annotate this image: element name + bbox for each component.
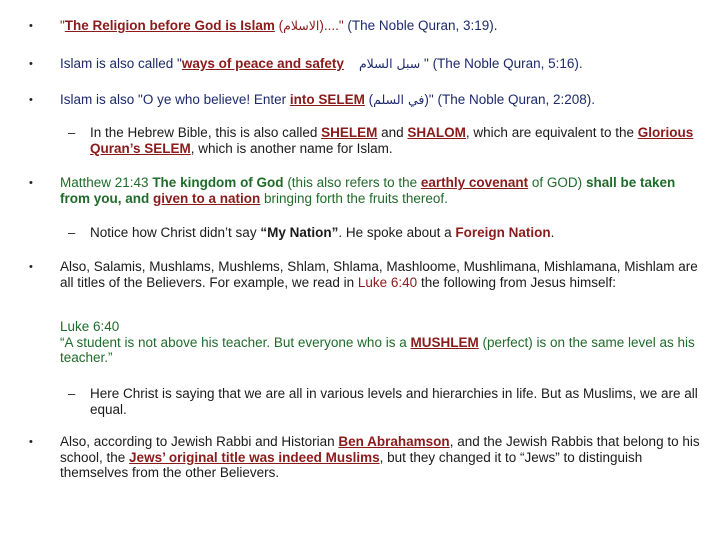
- text: “A student is not above his teacher. But everyone who is a: [60, 334, 411, 350]
- emphasis: shall be taken from you, and: [60, 175, 676, 206]
- quran-reference: (The Noble Quran, 2:208).: [433, 92, 596, 107]
- term-shelem: SHELEM: [321, 125, 378, 140]
- bullet-marker: •: [29, 20, 33, 32]
- term-earthly-covenant: earthly covenant: [420, 175, 529, 190]
- text: Notice how Christ didn’t say: [90, 225, 261, 240]
- quote-mark: ": [60, 18, 65, 33]
- text: Also, according to Jewish Rabbi and Historian: [60, 434, 339, 449]
- term-foreign-nation: Foreign Nation: [455, 225, 551, 240]
- text: of GOD): [528, 175, 586, 190]
- emphasis: The kingdom of God: [152, 175, 284, 190]
- paren: )": [424, 92, 434, 107]
- quran-phrase: ways of peace and safety: [181, 56, 344, 71]
- quran-reference: (The Noble Quran, 3:19).: [343, 18, 498, 33]
- term-jews-original-title: Jews’ original title was indeed Muslims: [129, 449, 380, 465]
- text: Also, Salamis, Mushlams, Mushlems, Shlam, Shlama, Mashloome, Mushlimana, Mishlamana, Mishlam are all titles of the Believers. For example, we read in: [60, 259, 698, 290]
- bullet-religion-before-god: [60, 18, 700, 34]
- text: , and the Jewish Rabbis that belong to his school, the: [60, 434, 700, 465]
- luke-quote: [60, 319, 700, 366]
- bible-reference: Matthew 21:43: [60, 175, 153, 190]
- text: , but they changed it to “Jews” to distinguish themselves from the other Believers.: [60, 449, 643, 480]
- text: .: [550, 225, 555, 240]
- text: bringing forth the fruits thereof.: [260, 190, 448, 206]
- bullet-marker: •: [29, 177, 33, 189]
- text: (perfect) is on the same level as his teacher.”: [60, 334, 695, 365]
- term-mushlem: MUSHLEM: [410, 334, 479, 350]
- subbullet-foreign-nation: [90, 225, 702, 241]
- bullet-ben-abrahamson: [60, 434, 704, 481]
- arabic-text: الاسلام: [283, 18, 320, 33]
- text: the following from Jesus himself:: [417, 274, 617, 290]
- quote-body: [60, 335, 700, 366]
- term-shalom: SHALOM: [407, 125, 466, 140]
- term-glorious-quran: Glorious Quran’s SELEM: [90, 125, 694, 156]
- arabic-text: في السلم: [373, 92, 425, 107]
- paren: (: [364, 92, 374, 107]
- subbullet-hebrew-bible: [90, 125, 702, 156]
- term-my-nation: “My Nation”: [260, 225, 339, 240]
- subbullet-all-equal: Here Christ is saying that we are all in various levels and hierarchies in life. But as Muslims, we are all equal.: [90, 386, 698, 417]
- text: . He spoke about a: [338, 225, 456, 240]
- quote-mark: ": [420, 56, 429, 71]
- term-given-to-nation: given to a nation: [153, 190, 261, 206]
- text: and: [377, 125, 408, 140]
- text: Islam is also "O ye who believe! Enter: [60, 92, 290, 107]
- text: , which are equivalent to the: [465, 125, 638, 140]
- name-ben-abrahamson: Ben Abrahamson: [338, 434, 450, 449]
- bullet-marker: •: [29, 436, 33, 448]
- paren: (: [274, 18, 284, 33]
- bullet-ways-of-peace: [60, 56, 700, 72]
- bible-reference: Luke 6:40: [357, 274, 418, 290]
- arabic-text: سبل السلام: [358, 56, 421, 71]
- quran-phrase: The Religion before God is Islam: [64, 18, 275, 33]
- bullet-enter-selem: [60, 92, 700, 108]
- quran-phrase: into SELEM: [289, 92, 365, 107]
- text: In the Hebrew Bible, this is also called: [90, 125, 322, 140]
- dash-marker: –: [68, 225, 76, 240]
- bullet-marker: •: [29, 94, 33, 106]
- text: (this also refers to the: [283, 175, 421, 190]
- bullet-marker: •: [29, 58, 33, 70]
- bullet-matthew: [60, 175, 700, 206]
- paren: )....": [319, 18, 344, 33]
- bullet-titles-of-believers: [60, 259, 700, 290]
- dash-marker: –: [68, 386, 76, 401]
- text: Islam is also called ": [60, 56, 182, 71]
- dash-marker: –: [68, 125, 76, 140]
- text: , which is another name for Islam.: [190, 140, 393, 156]
- quote-reference: Luke 6:40: [60, 319, 120, 334]
- quran-reference: (The Noble Quran, 5:16).: [428, 56, 583, 71]
- bullet-marker: •: [29, 261, 33, 273]
